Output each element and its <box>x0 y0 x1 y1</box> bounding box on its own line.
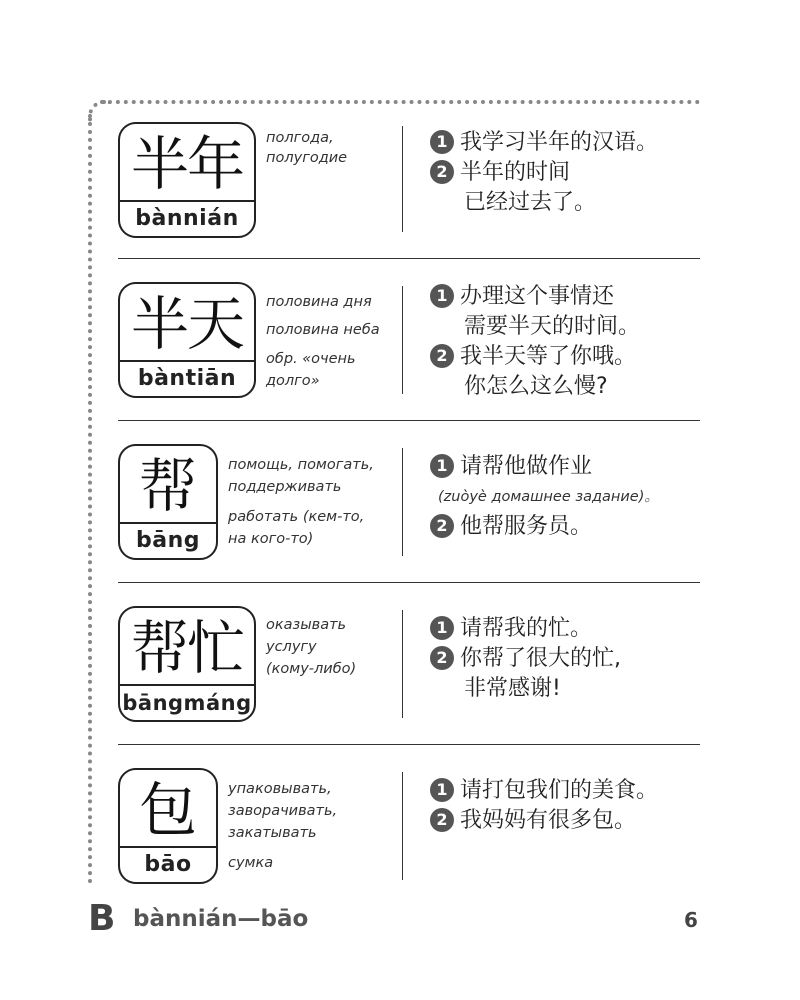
column-divider <box>402 126 403 232</box>
entry-separator <box>118 582 700 583</box>
russian-meaning: половина дня половина неба обр. «очень долго» <box>266 294 380 389</box>
number-badge: 1 <box>430 130 454 154</box>
hanzi: 包 <box>138 776 197 844</box>
entry-separator <box>118 258 700 259</box>
example-2: 2 半年的时间 <box>430 158 658 188</box>
pinyin: bāo <box>120 846 216 882</box>
russian-meaning: упаковывать, заворачивать, закатывать сумка <box>228 781 338 871</box>
russian-meaning: оказывать услугу (кому-либо) <box>266 617 357 677</box>
example-2: 2 我半天等了你哦。 <box>430 342 640 372</box>
character-card <box>118 444 218 560</box>
entry-bannian <box>118 120 700 240</box>
example-1: 1 办理这个事情还 <box>430 282 640 312</box>
number-badge: 2 <box>430 160 454 184</box>
column-divider <box>402 448 403 556</box>
pinyin: bāngmáng <box>120 684 254 720</box>
hanzi: 半年 <box>130 130 243 198</box>
column-divider <box>402 610 403 718</box>
example-2: 2 你帮了很大的忙, <box>430 644 621 674</box>
example-2-continuation: 你怎么这么慢? <box>464 374 608 399</box>
character-card <box>118 122 256 238</box>
section-letter: B <box>88 898 116 939</box>
example-2: 2 他帮服务员。 <box>430 512 659 542</box>
number-badge: 2 <box>430 808 454 832</box>
hanzi: 帮 <box>138 452 197 520</box>
pinyin: bànnián <box>120 200 254 236</box>
example-1: 1 请帮我的忙。 <box>430 614 621 644</box>
number-badge: 1 <box>430 284 454 308</box>
example-1-continuation: 需要半天的时间。 <box>464 314 641 339</box>
entry-separator <box>118 744 700 745</box>
column-divider <box>402 772 403 880</box>
russian-meaning: помощь, помогать, поддерживать работать (кем-то, на кого-то) <box>228 457 374 547</box>
example-1: 1 我学习半年的汉语。 <box>430 128 658 158</box>
entry-bangmang <box>118 606 700 726</box>
pinyin: bàntiān <box>120 360 254 396</box>
column-divider <box>402 286 403 394</box>
character-card <box>118 282 256 398</box>
number-badge: 2 <box>430 646 454 670</box>
pinyin: bāng <box>120 522 216 558</box>
page-range: bànnián—bāo <box>133 906 309 932</box>
entry-bantian <box>118 282 700 402</box>
number-badge: 2 <box>430 344 454 368</box>
examples <box>430 614 621 704</box>
character-card <box>118 606 256 722</box>
russian-meaning: полгода, полугодие <box>266 130 348 166</box>
hanzi: 帮忙 <box>130 614 243 682</box>
example-1: 1 请帮他做作业 <box>430 452 659 482</box>
entry-bang <box>118 444 700 564</box>
page-number: 6 <box>684 908 698 932</box>
examples <box>430 128 658 218</box>
hanzi: 半天 <box>130 290 243 358</box>
example-1: 1 请打包我们的美食。 <box>430 776 658 806</box>
examples <box>430 282 640 402</box>
example-2-continuation: 非常感谢! <box>464 676 561 701</box>
examples <box>430 452 659 542</box>
dotted-border-top <box>100 100 700 104</box>
number-badge: 1 <box>430 616 454 640</box>
example-2: 2 我妈妈有很多包。 <box>430 806 658 836</box>
character-card <box>118 768 218 884</box>
example-2-continuation: 已经过去了。 <box>464 190 597 215</box>
number-badge: 1 <box>430 454 454 478</box>
number-badge: 1 <box>430 778 454 802</box>
dotted-border-left <box>88 114 92 884</box>
example-1-note: (zuòyè домашнее задание)。 <box>438 489 659 505</box>
entry-bao <box>118 768 700 888</box>
examples <box>430 776 658 836</box>
entry-separator <box>118 420 700 421</box>
number-badge: 2 <box>430 514 454 538</box>
